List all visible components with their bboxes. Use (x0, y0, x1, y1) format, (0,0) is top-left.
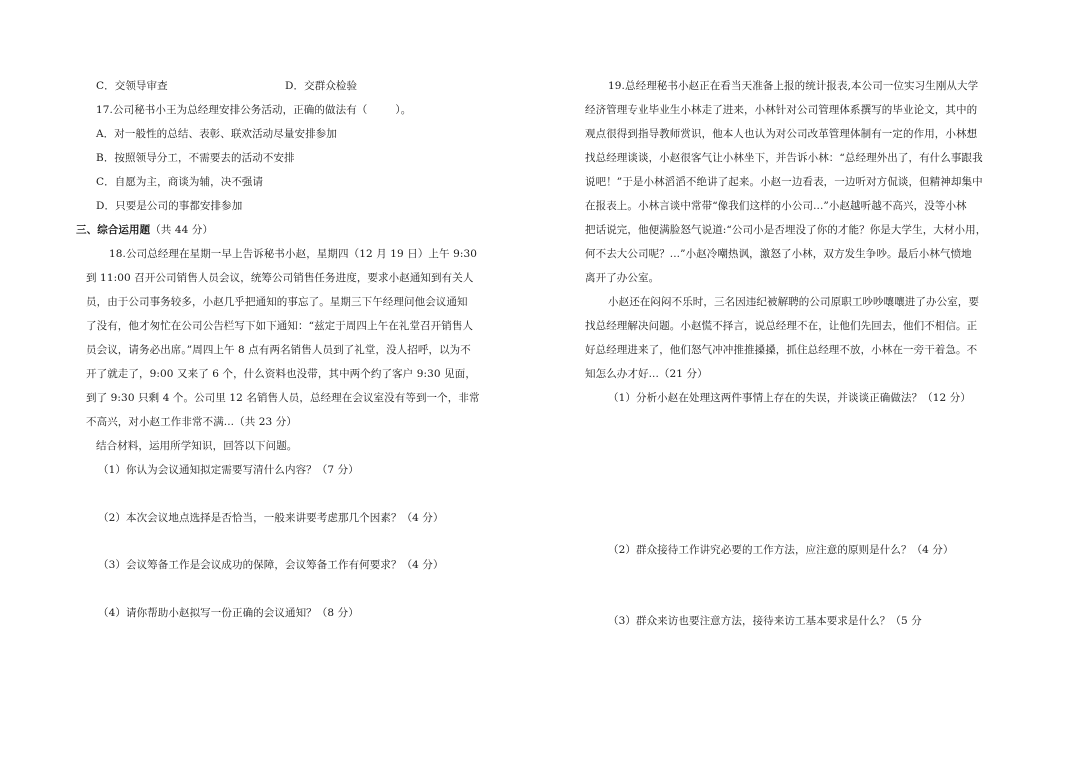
q19-line: 小赵还在闷闷不乐时，三名因违纪被解聘的公司原职工吵吵嚷嚷进了办公室，要 (608, 296, 979, 308)
q17-stem: 17.公司秘书小王为总经理安排公务活动，正确的做法有（ ）。 (96, 104, 412, 116)
q19-line: 说吧！”于是小林滔滔不绝讲了起来。小赵一边看表，一边听对方侃谈，但精神却集中 (585, 176, 983, 188)
q17-option-d: D．只要是公司的事都安排参加 (96, 200, 243, 212)
q19-sub1: （1）分析小赵在处理这两件事情上存在的失误，并谈谈正确做法？（12 分） (608, 392, 971, 404)
section-3-title: 三、综合运用题 (76, 224, 151, 236)
q19-line: 在报表上。小林言谈中常带“像我们这样的小公司...”小赵越听越不高兴，没等小林 (585, 200, 967, 212)
q18-sub2: （2）本次会议地点选择是否恰当，一般来讲要考虑那几个因素？（4 分） (98, 512, 444, 524)
q19-line: 找总经理谈谈，小赵很客气让小林坐下，并告诉小林：“总经理外出了，有什么事跟我 (585, 152, 983, 164)
q19-sub3: （3）群众来访也要注意方法，接待来访工基本要求是什么？（5 分 (608, 615, 922, 627)
q18-instruction: 结合材料，运用所学知识，回答以下问题。 (96, 440, 298, 452)
q16-option-d: D．交群众检验 (285, 80, 358, 92)
q18-line: 到 11:00 召开公司销售人员会议，统筹公司销售任务进度，要求小赵通知到有关人 (86, 272, 474, 284)
q18-line: 开了就走了，9:00 又来了 6 个，什么资料也没带，其中两个约了客户 9:30 见面， (86, 368, 476, 380)
q18-line: 18.公司总经理在星期一早上告诉秘书小赵，星期四（12 月 19 日）上午 9:30 (109, 248, 478, 260)
q19-line: 把话说完，他便满脸怒气说道:“公司小是否埋没了你的才能？你是大学生，大材小用， (585, 224, 987, 236)
q18-line: 了没有，他才匆忙在公司公告栏写下如下通知：“兹定于周四上午在礼堂召开销售人 (86, 320, 474, 332)
q19-line: 观点很得到指导教师赏识，他本人也认为对公司改革管理体制有一定的作用，小林想 (585, 128, 978, 140)
q18-line: 员会议，请务必出席。”周四上午 8 点有两名销售人员到了礼堂，没人招呼，以为不 (86, 344, 471, 356)
q18-sub4: （4）请你帮助小赵拟写一份正确的会议通知？（8 分） (98, 607, 359, 619)
q19-line: 好总经理进来了，他们怒气冲冲推推搡搡，抓住总经理不放，小林在一旁干着急。不 (585, 344, 978, 356)
q18-sub1: （1）你认为会议通知拟定需要写清什么内容？（7 分） (98, 464, 359, 476)
section-3-heading (76, 223, 213, 237)
q19-line: 知怎么办才好...（21 分） (585, 368, 708, 380)
q16-option-c: C．交领导审查 (96, 80, 168, 92)
q17-option-b: B．按照领导分工，不需要去的活动不安排 (96, 152, 295, 164)
q16-options-row (96, 79, 496, 93)
q19-line: 19.总经理秘书小赵正在看当天准备上报的统计报表,本公司一位实习生刚从大学 (608, 80, 979, 92)
q18-line: 不高兴，对小赵工作非常不满...（共 23 分） (86, 416, 297, 428)
q19-line: 找总经理解决问题。小赵慌不择言，说总经理不在，让他们先回去，他们不相信。正 (585, 320, 978, 332)
q17-option-c: C．自愿为主，商谈为辅，决不强请 (96, 176, 264, 188)
q18-line: 到了 9:30 只剩 4 个。公司里 12 名销售人员，总经理在会议室没有等到一个，非常 (86, 392, 480, 404)
q17-option-a: A．对一般性的总结、表彰、联欢活动尽量安排参加 (96, 128, 337, 140)
q18-line: 员，由于公司事务较多，小赵几乎把通知的事忘了。星期三下午经理问他会议通知 (86, 296, 468, 308)
q19-sub2: （2）群众接待工作讲究必要的工作方法，应注意的原则是什么？（4 分） (608, 544, 954, 556)
q19-line: 离开了办公室。 (585, 272, 660, 284)
section-3-points: （共 44 分） (150, 224, 214, 236)
q19-line: 经济管理专业毕业生小林走了进来，小林针对公司管理体系撰写的毕业论文，其中的 (585, 104, 978, 116)
q18-sub3: （3）会议筹备工作是会议成功的保障，会议筹备工作有何要求？（4 分） (98, 559, 444, 571)
q19-line: 何不去大公司呢？...”小赵冷嘲热讽，激怒了小林，双方发生争吵。最后小林气愤地 (585, 248, 972, 260)
